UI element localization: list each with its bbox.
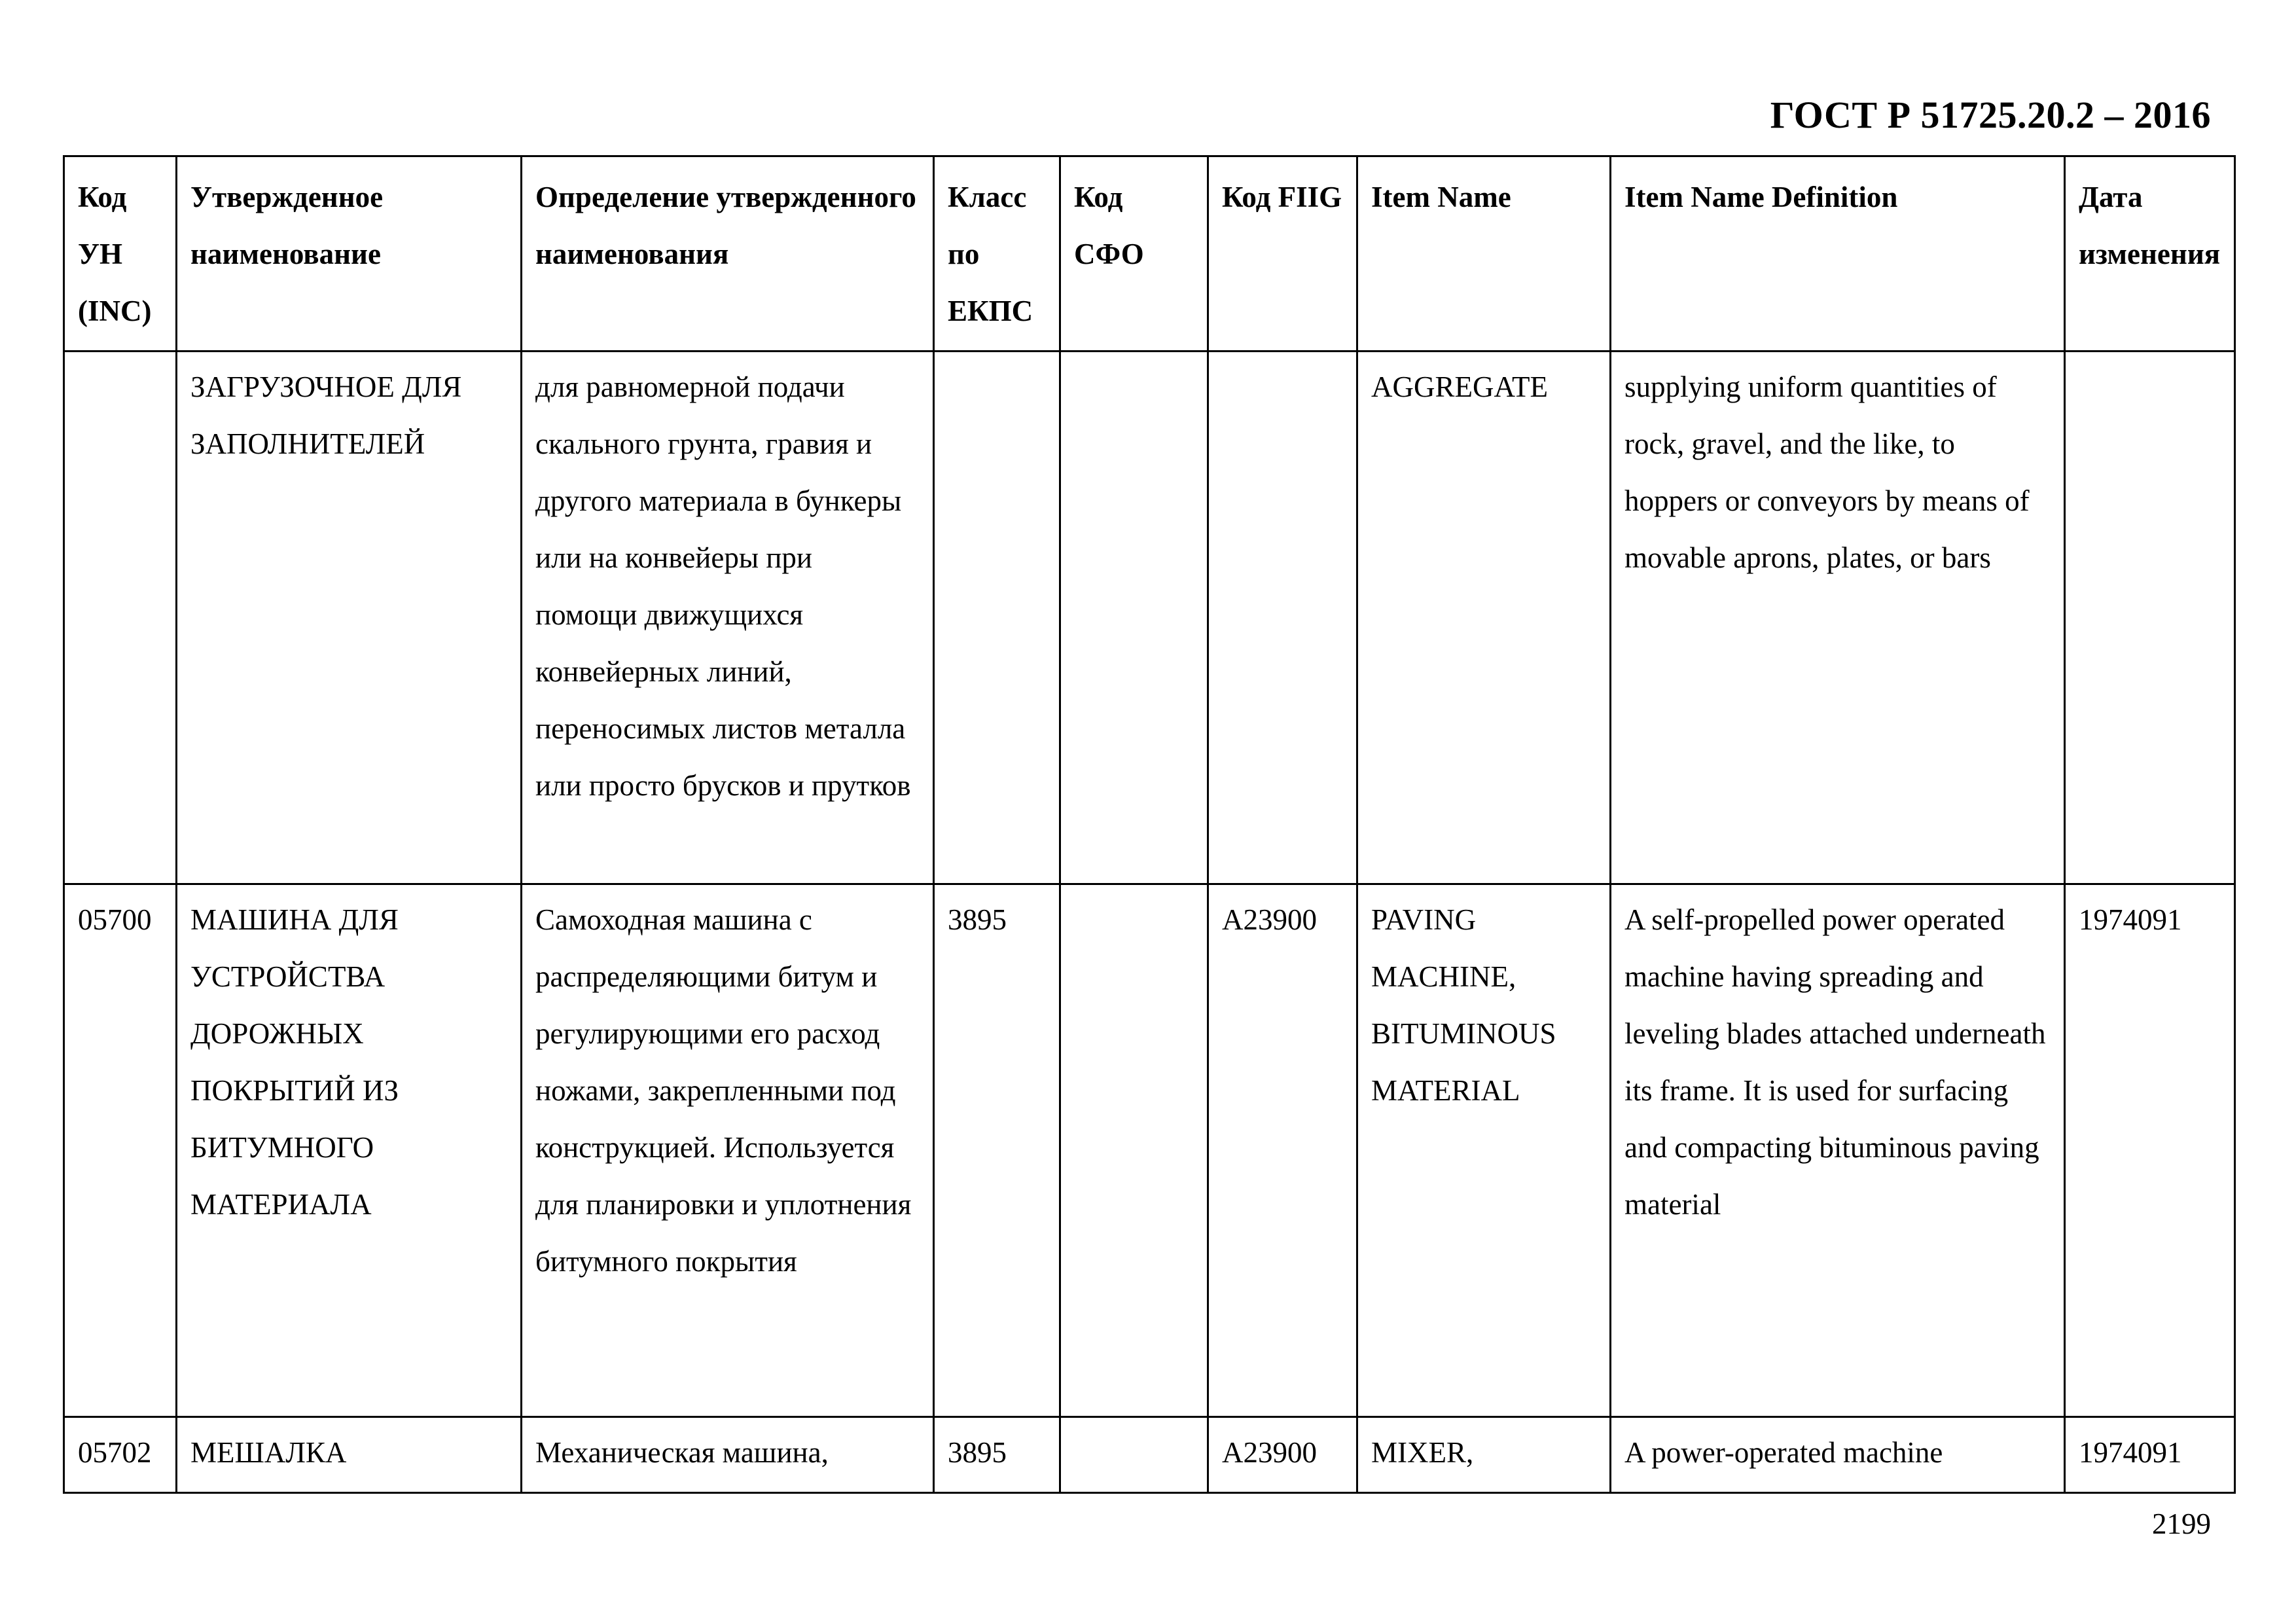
header-item-name: Item Name [1357, 156, 1611, 352]
header-fiig-code: Код FIIG [1208, 156, 1357, 352]
cell-definition: Механическая машина, [522, 1417, 934, 1493]
cell-inc: 05700 [64, 884, 177, 1417]
cell-inc: 05702 [64, 1417, 177, 1493]
cell-fiig-code: A23900 [1208, 1417, 1357, 1493]
table-row [64, 884, 2235, 1417]
cell-item-name-definition: A power-operated machine [1611, 1417, 2065, 1493]
cell-approved-name: МАШИНА ДЛЯ УСТРОЙСТВА ДОРОЖНЫХ ПОКРЫТИЙ ИЗ БИТУМНОГО МАТЕРИАЛА [177, 884, 522, 1417]
header-ekps-class: Класс по ЕКПС [934, 156, 1060, 352]
header-inc: Код УН (INC) [64, 156, 177, 352]
cell-definition: Самоходная машина с распределяющими битум и регулирующими его расход ножами, закрепленными под конструкцией. Используется для планировки и уплотнения битумного покрытия [522, 884, 934, 1417]
cell-item-name: AGGREGATE [1357, 352, 1611, 884]
cell-change-date: 1974091 [2065, 1417, 2235, 1493]
cell-definition: для равномерной подачи скального грунта, гравия и другого материала в бункеры или на конвейеры при помощи движущихся конвейерных линий, переносимых листов металла или просто брусков и прутков [522, 352, 934, 884]
header-approved-name: Утвержденное наименование [177, 156, 522, 352]
cell-sfo-code [1060, 884, 1208, 1417]
cell-ekps-class [934, 352, 1060, 884]
cell-item-name-definition: supplying uniform quantities of rock, gravel, and the like, to hoppers or conveyors by means of movable aprons, plates, or bars [1611, 352, 2065, 884]
cell-ekps-class: 3895 [934, 1417, 1060, 1493]
cell-approved-name: ЗАГРУЗОЧНОЕ ДЛЯ ЗАПОЛНИТЕЛЕЙ [177, 352, 522, 884]
cell-item-name: MIXER, [1357, 1417, 1611, 1493]
classification-table [63, 155, 2236, 1494]
cell-change-date [2065, 352, 2235, 884]
cell-sfo-code [1060, 1417, 1208, 1493]
table-row [64, 352, 2235, 884]
cell-item-name-definition: A self-propelled power operated machine having spreading and leveling blades attached underneath its frame. It is used for surfacing and compacting bituminous paving material [1611, 884, 2065, 1417]
table-row [64, 1417, 2235, 1493]
header-item-name-definition: Item Name Definition [1611, 156, 2065, 352]
header-sfo-code: Код СФО [1060, 156, 1208, 352]
page-number: 2199 [2152, 1507, 2211, 1540]
table-header-row [64, 156, 2235, 352]
cell-item-name: PAVING MACHINE, BITUMINOUS MATERIAL [1357, 884, 1611, 1417]
document-header: ГОСТ Р 51725.20.2 – 2016 [1770, 94, 2211, 136]
cell-fiig-code [1208, 352, 1357, 884]
cell-change-date: 1974091 [2065, 884, 2235, 1417]
cell-fiig-code: A23900 [1208, 884, 1357, 1417]
header-definition: Определение утвержденного наименования [522, 156, 934, 352]
cell-approved-name: МЕШАЛКА [177, 1417, 522, 1493]
cell-inc [64, 352, 177, 884]
header-change-date: Дата изменения [2065, 156, 2235, 352]
cell-sfo-code [1060, 352, 1208, 884]
cell-ekps-class: 3895 [934, 884, 1060, 1417]
